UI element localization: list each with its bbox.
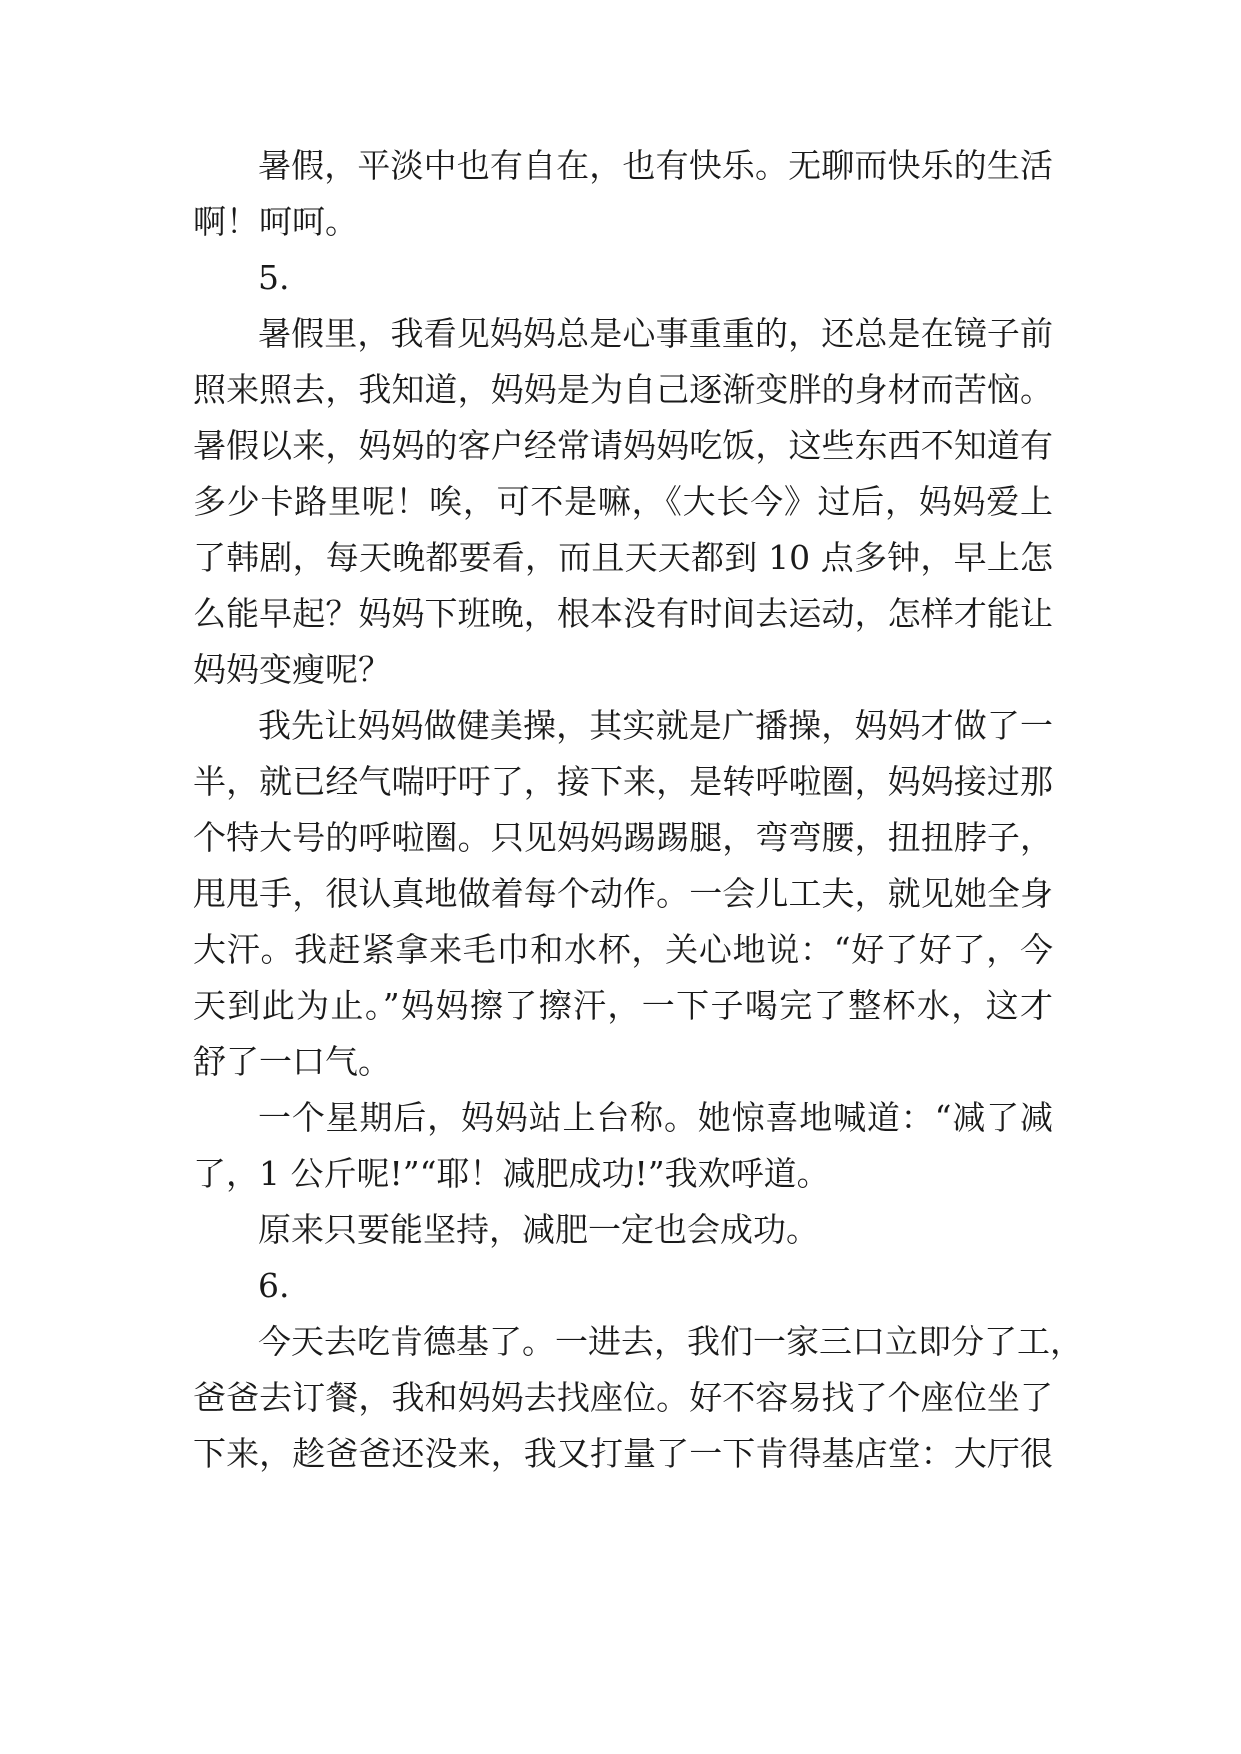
text-line: 了，1 公斤呢!”“耶！减肥成功!”我欢呼道。 xyxy=(193,1154,830,1193)
text-line: 一个星期后，妈妈站上台称。她惊喜地喊道：“减了减 xyxy=(258,1098,1053,1137)
text-line: 照来照去，我知道，妈妈是为自己逐渐变胖的身材而苦恼。 xyxy=(193,370,1053,409)
text-line: 大汗。我赶紧拿来毛巾和水杯，关心地说：“好了好了，今 xyxy=(193,930,1053,969)
text-line: 啊！呵呵。 xyxy=(193,202,358,241)
section-number: 6. xyxy=(258,1266,290,1305)
text-line: 暑假，平淡中也有自在，也有快乐。无聊而快乐的生活 xyxy=(258,146,1053,185)
text-line: 了韩剧，每天晚都要看，而且天天都到 10 点多钟，早上怎 xyxy=(193,538,1053,577)
text-line: 天到此为止。”妈妈擦了擦汗，一下子喝完了整杯水，这才 xyxy=(193,986,1053,1025)
text-line: 多少卡路里呢！唉，可不是嘛，《大长今》过后，妈妈爱上 xyxy=(193,482,1053,521)
text-line: 舒了一口气。 xyxy=(193,1042,391,1081)
text-line: 原来只要能坚持，减肥一定也会成功。 xyxy=(258,1210,819,1249)
text-line: 么能早起？妈妈下班晚，根本没有时间去运动，怎样才能让 xyxy=(193,594,1053,633)
text-line: 我先让妈妈做健美操，其实就是广播操，妈妈才做了一 xyxy=(258,706,1053,745)
text-line: 个特大号的呼啦圈。只见妈妈踢踢腿，弯弯腰，扭扭脖子， xyxy=(193,818,1053,857)
text-line: 甩甩手，很认真地做着每个动作。一会儿工夫，就见她全身 xyxy=(193,874,1053,913)
text-line: 暑假以来，妈妈的客户经常请妈妈吃饭，这些东西不知道有 xyxy=(193,426,1053,465)
text-line: 今天去吃肯德基了。一进去，我们一家三口立即分了工， xyxy=(258,1322,1083,1361)
text-line: 暑假里，我看见妈妈总是心事重重的，还总是在镜子前 xyxy=(258,314,1053,353)
section-number: 5. xyxy=(258,258,290,297)
text-line: 妈妈变瘦呢？ xyxy=(193,650,391,689)
text-line: 半，就已经气喘吁吁了，接下来，是转呼啦圈，妈妈接过那 xyxy=(193,762,1053,801)
text-line: 爸爸去订餐，我和妈妈去找座位。好不容易找了个座位坐了 xyxy=(193,1378,1053,1417)
text-line: 下来，趁爸爸还没来，我又打量了一下肯得基店堂：大厅很 xyxy=(193,1434,1053,1473)
